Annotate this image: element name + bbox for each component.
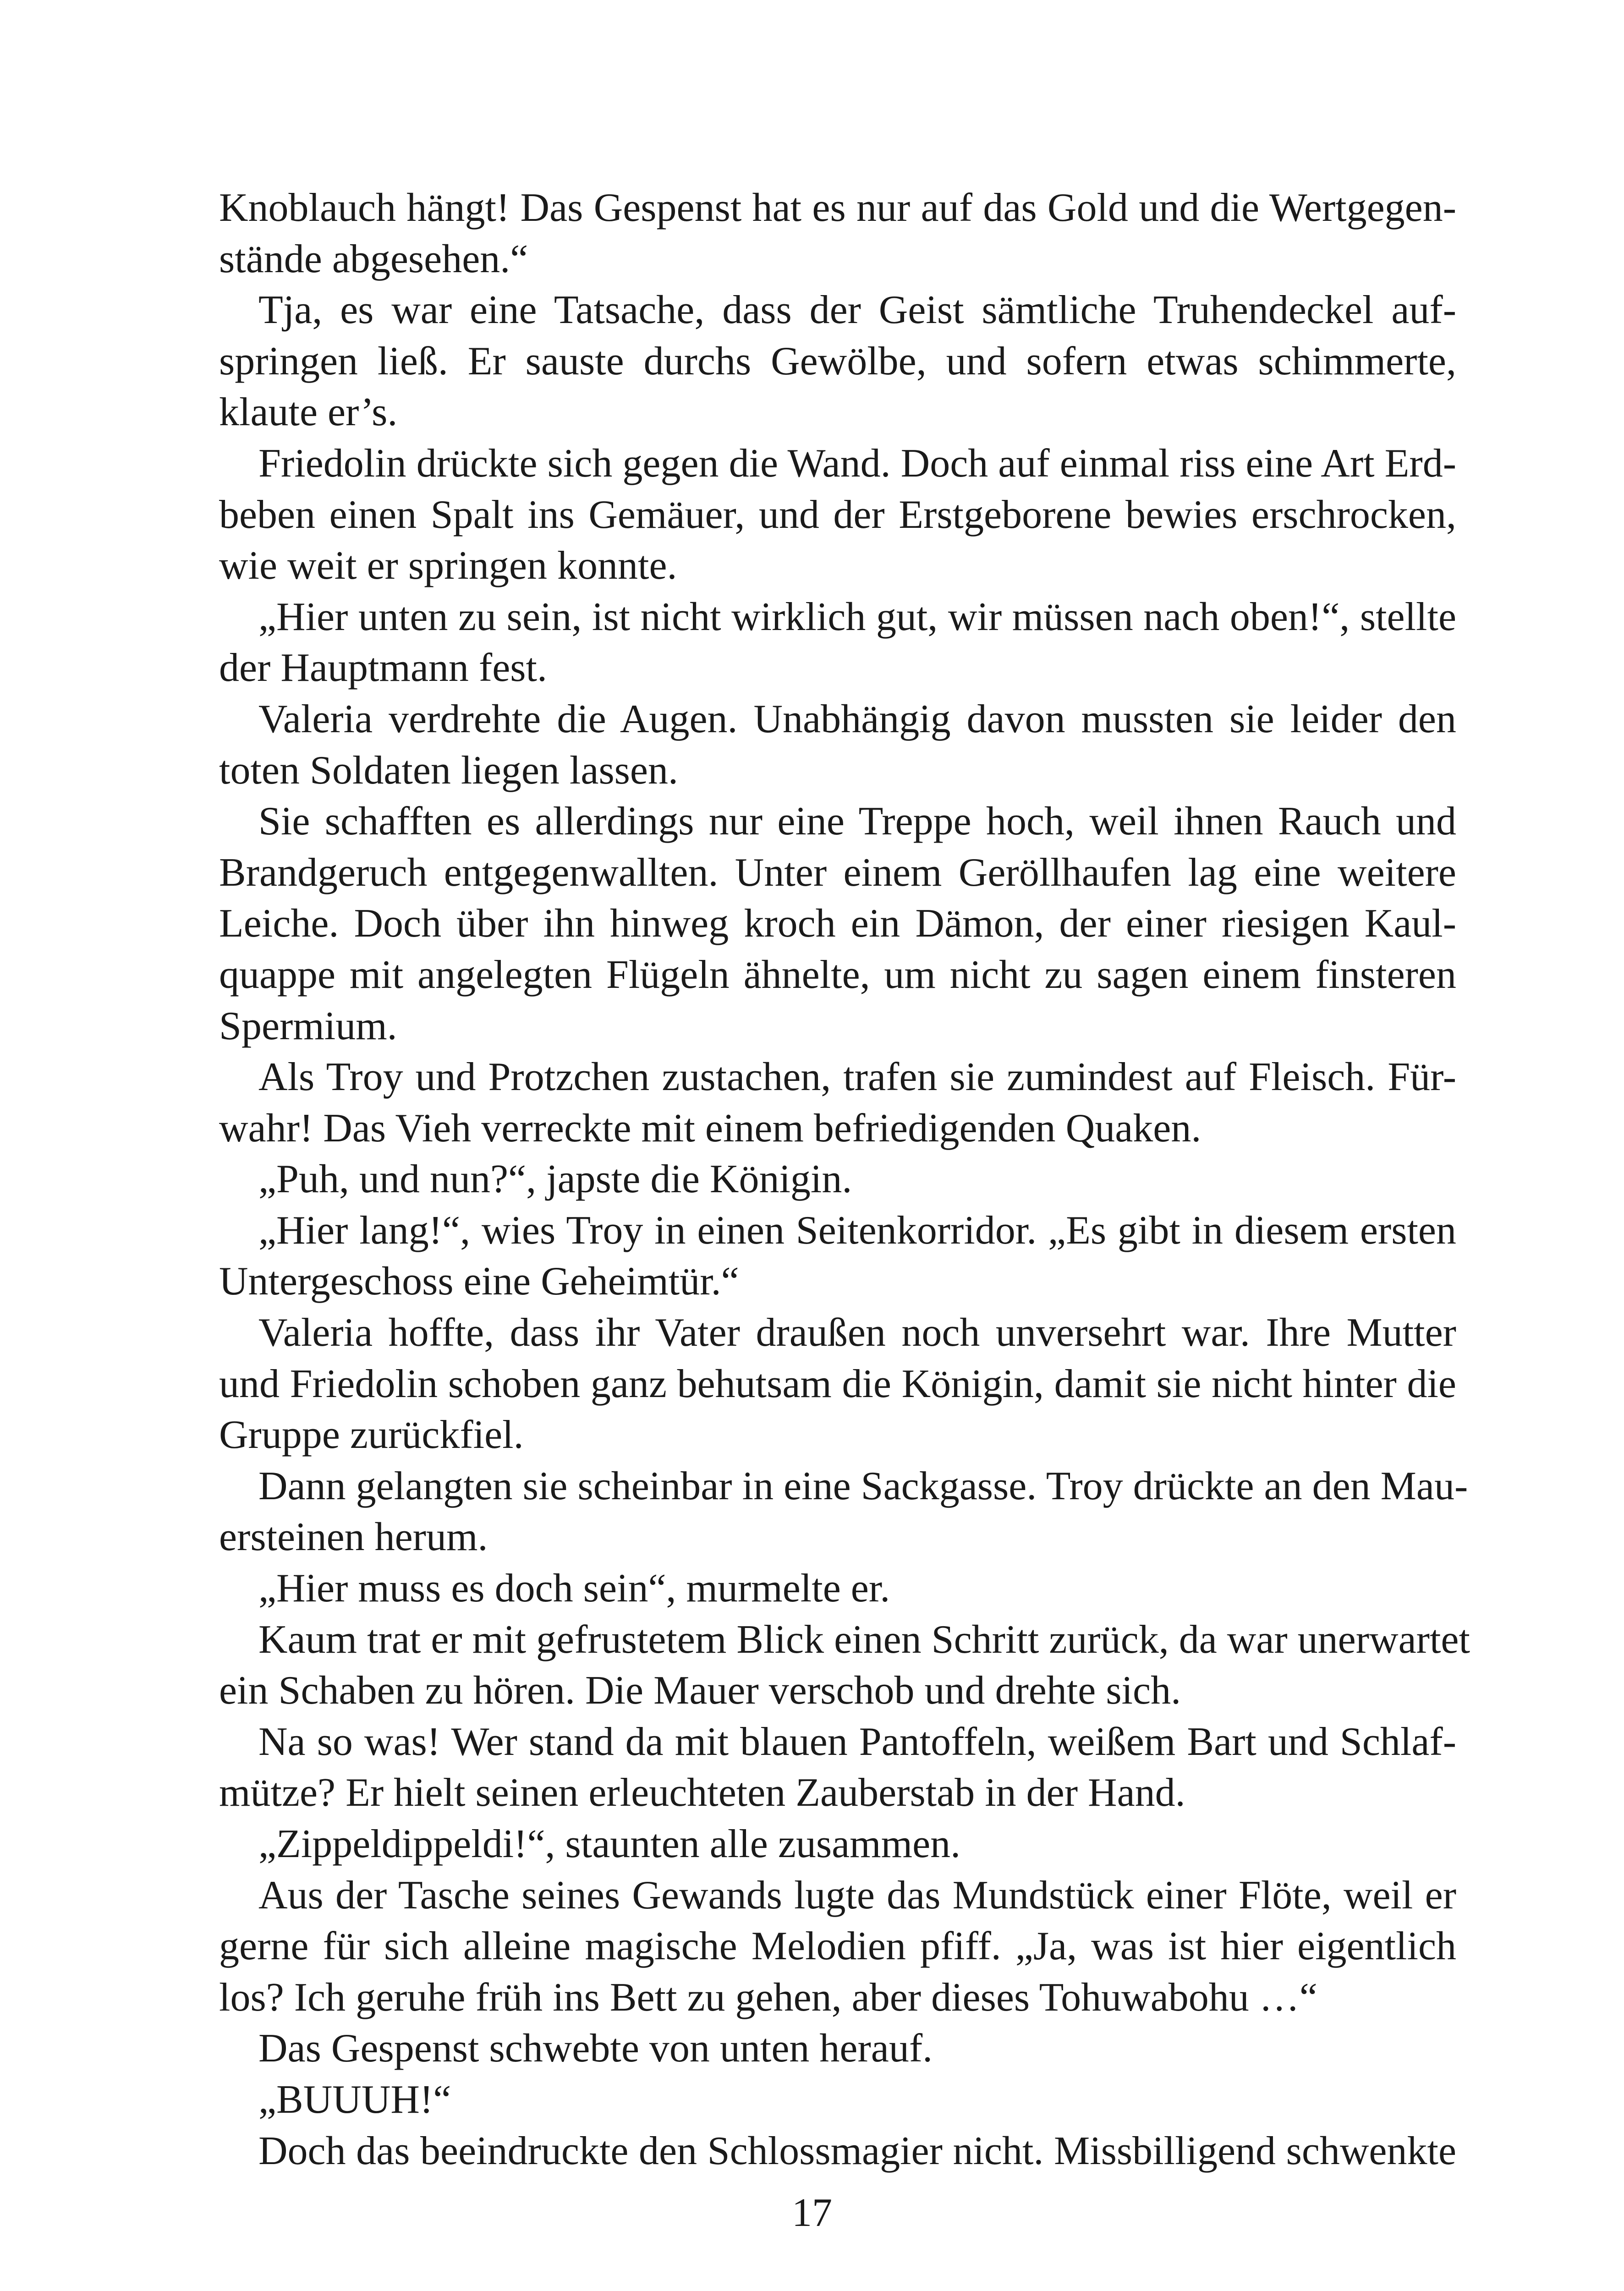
text-line: Brandgeruch entgegenwallten. Unter einem Geröllhaufen lag eine weitere	[219, 850, 1456, 895]
text-line: „Hier lang!“, wies Troy in einen Seitenkorridor. „Es gibt in diesem ersten	[258, 1208, 1456, 1253]
text-line: Valeria verdrehte die Augen. Unabhängig davon mussten sie leider den	[258, 696, 1456, 741]
text-line: Leiche. Doch über ihn hinweg kroch ein Dämon, der einer riesigen Kaul-	[219, 901, 1456, 946]
text-line: klaute er’s.	[219, 390, 398, 435]
text-line: Tja, es war eine Tatsache, dass der Geist sämtliche Truhendeckel auf-	[258, 288, 1456, 333]
text-line: der Hauptmann fest.	[219, 646, 547, 691]
page-body-text	[219, 182, 1470, 2176]
text-line: los? Ich geruhe früh ins Bett zu gehen, aber dieses Tohuwabohu …“	[219, 1975, 1317, 2020]
text-line: Sie schafften es allerdings nur eine Treppe hoch, weil ihnen Rauch und	[258, 799, 1456, 844]
text-line: quappe mit angelegten Flügeln ähnelte, um nicht zu sagen einem finsteren	[219, 952, 1456, 997]
text-line: wie weit er springen konnte.	[219, 543, 677, 588]
text-line: „BUUUH!“	[258, 2077, 451, 2122]
text-line: Dann gelangten sie scheinbar in eine Sackgasse. Troy drückte an den Mau-	[258, 1463, 1468, 1508]
text-line: „Hier unten zu sein, ist nicht wirklich gut, wir müssen nach oben!“, stellte	[258, 594, 1456, 639]
text-line: und Friedolin schoben ganz behutsam die Königin, damit sie nicht hinter die	[219, 1361, 1456, 1406]
page-number: 17	[792, 2191, 832, 2235]
text-line: stände abgesehen.“	[219, 236, 528, 281]
text-line: beben einen Spalt ins Gemäuer, und der Erstgeborene bewies erschrocken,	[219, 492, 1456, 537]
text-line: Valeria hoffte, dass ihr Vater draußen noch unversehrt war. Ihre Mutter	[258, 1310, 1456, 1355]
text-line: ersteinen herum.	[219, 1515, 488, 1560]
text-line: Na so was! Wer stand da mit blauen Pantoffeln, weißem Bart und Schlaf-	[258, 1719, 1456, 1764]
text-line: wahr! Das Vieh verreckte mit einem befriedigenden Quaken.	[219, 1106, 1202, 1151]
text-line: „Hier muss es doch sein“, murmelte er.	[258, 1566, 890, 1611]
text-line: Gruppe zurückfiel.	[219, 1413, 524, 1458]
text-line: Aus der Tasche seines Gewands lugte das Mundstück einer Flöte, weil er	[258, 1873, 1456, 1918]
text-line: Knoblauch hängt! Das Gespenst hat es nur auf das Gold und die Wertgegen-	[219, 186, 1456, 230]
text-line: springen ließ. Er sauste durchs Gewölbe, und sofern etwas schimmerte,	[219, 339, 1456, 384]
text-line: Friedolin drückte sich gegen die Wand. Doch auf einmal riss eine Art Erd-	[258, 441, 1456, 486]
text-line: „Zippeldippeldi!“, staunten alle zusammen.	[258, 1822, 961, 1866]
text-line: Doch das beeindruckte den Schlossmagier nicht. Missbilligend schwenkte	[258, 2128, 1456, 2173]
text-line: Kaum trat er mit gefrustetem Blick einen Schritt zurück, da war unerwartet	[258, 1617, 1470, 1662]
text-line: toten Soldaten liegen lassen.	[219, 748, 678, 793]
text-line: Als Troy und Protzchen zustachen, trafen sie zumindest auf Fleisch. Für-	[258, 1055, 1456, 1100]
text-line: Das Gespenst schwebte von unten herauf.	[258, 2026, 933, 2071]
text-line: ein Schaben zu hören. Die Mauer verschob und drehte sich.	[219, 1668, 1181, 1713]
text-line: mütze? Er hielt seinen erleuchteten Zauberstab in der Hand.	[219, 1770, 1185, 1815]
text-line: Untergeschoss eine Geheimtür.“	[219, 1259, 739, 1304]
text-line: gerne für sich alleine magische Melodien pfiff. „Ja, was ist hier eigentlich	[219, 1924, 1456, 1969]
text-line: Spermium.	[219, 1003, 397, 1048]
text-line: „Puh, und nun?“, japste die Königin.	[258, 1157, 852, 1202]
